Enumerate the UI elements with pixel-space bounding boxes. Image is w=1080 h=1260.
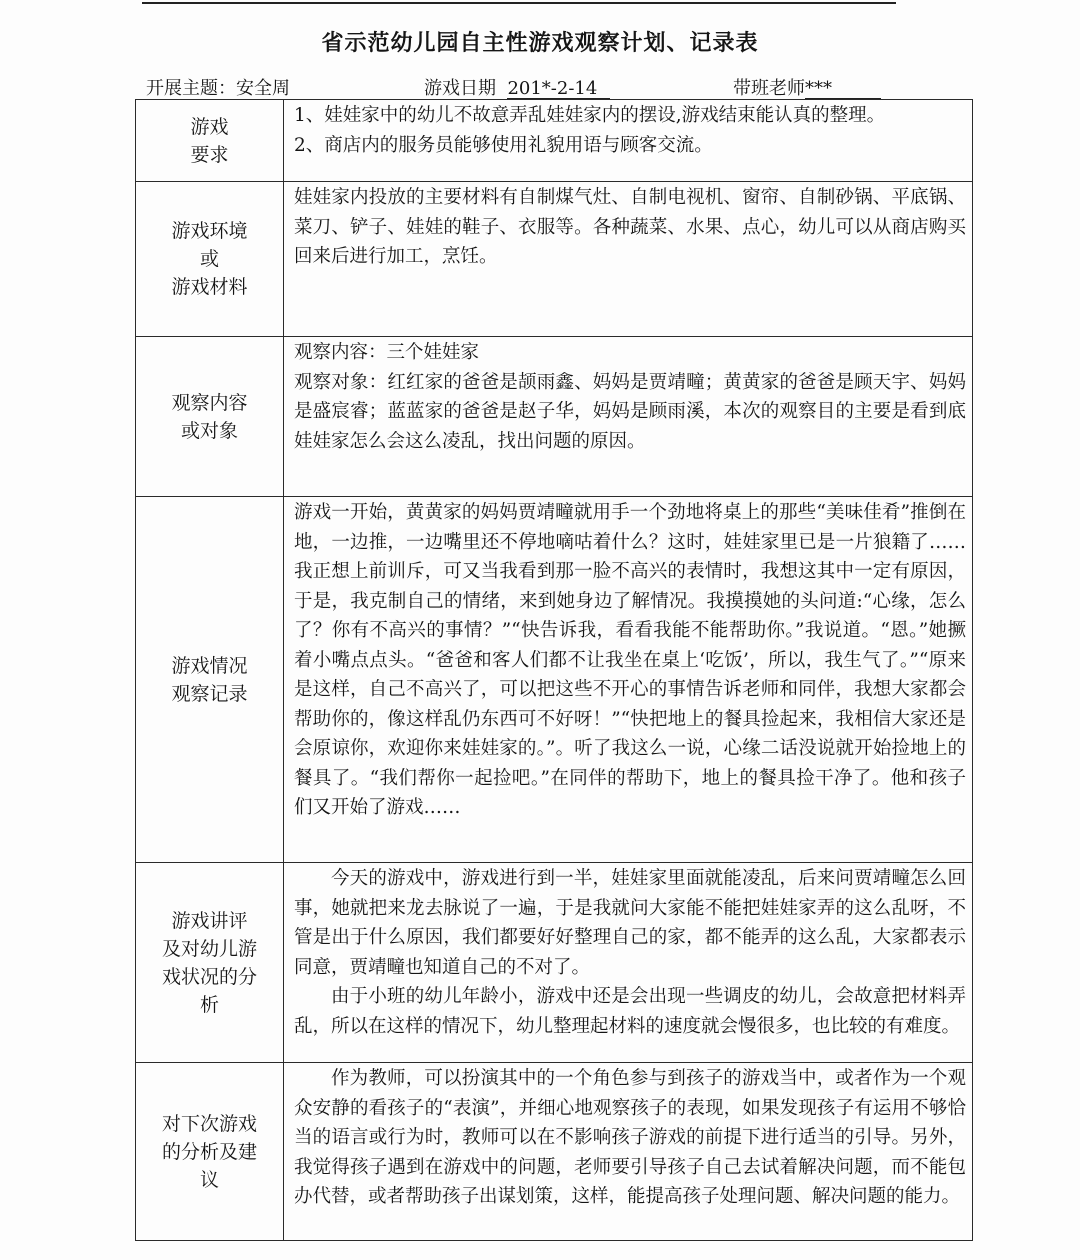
label-line: 要求 xyxy=(190,143,229,166)
row-label xyxy=(136,182,284,337)
row-content xyxy=(284,497,973,863)
paragraph: 作为教师，可以扮演其中的一个角色参与到孩子的游戏当中，或者作为一个观众安静的看孩子的“表演”，并细心地观察孩子的表现，如果发现孩子有运用不够恰当的语言或行为时，教师可以在不影响孩子游戏的前提下进行适当的引导。另外，我觉得孩子遇到在游戏中的问题，老师要引导孩子自己去试着解决问题，而不能包办代替，或者帮助孩子出谋划策，这样，能提高孩子处理问题、解决问题的能力。 xyxy=(294,1068,966,1207)
date-label: 游戏日期 xyxy=(424,78,496,99)
theme-value: 安全周 xyxy=(236,78,290,99)
paragraph: 娃娃家内投放的主要材料有自制煤气灶、自制电视机、窗帘、自制砂锅、平底锅、菜刀、铲子、娃娃的鞋子、衣服等。各种蔬菜、水果、点心，幼儿可以从商店购买回来后进行加工，烹饪。 xyxy=(294,187,966,267)
date-value: 201*-2-14 xyxy=(507,80,610,99)
header-rule xyxy=(142,2,896,4)
paragraph: 由于小班的幼儿年龄小，游戏中还是会出现一些调皮的幼儿，会故意把材料弄乱，所以在这样的情况下，幼儿整理起材料的速度就会慢很多，也比较的有难度。 xyxy=(294,986,966,1037)
label-line: 游戏情况 xyxy=(171,654,248,677)
paragraph: 观察内容：三个娃娃家 xyxy=(294,342,480,363)
label-line: 观察内容 xyxy=(171,391,248,414)
label-line: 游戏讲评 xyxy=(171,909,248,932)
row-environment-materials xyxy=(136,182,973,337)
label-line: 对下次游戏 xyxy=(161,1112,257,1135)
label-line: 及对幼儿游 xyxy=(161,937,257,960)
label-line: 游戏 xyxy=(190,115,229,138)
label-line: 析 xyxy=(199,993,219,1016)
row-review-analysis xyxy=(136,863,973,1063)
paragraph: 游戏一开始，黄黄家的妈妈贾靖疃就用手一个劲地将桌上的那些“美味佳肴”推倒在地，一边推，一边嘴里还不停地嘀咕着什么？这时，娃娃家里已是一片狼籍了……我正想上前训斥，可又当我看到那一脸不高兴的表情时，我想这其中一定有原因，于是，我克制自己的情绪，来到她身边了解情况。我摸摸她的头问道:“心缘，怎么了？你有不高兴的事情？”“快告诉我，看看我能不能帮助你。”我说道。“恩。”她撅着小嘴点点头。“爸爸和客人们都不让我坐在桌上‘吃饭’，所以，我生气了。”“原来是这样，自己不高兴了，可以把这些不开心的事情告诉老师和同伴，我想大家都会帮助你的，像这样乱仍东西可不好呀！”“快把地上的餐具捡起来，我相信大家还是会原谅你，欢迎你来娃娃家的。”。听了我这么一说，心缘二话没说就开始捡地上的餐具了。“我们帮你一起捡吧。”在同伴的帮助下，地上的餐具捡干净了。他和孩子们又开始了游戏…… xyxy=(294,502,966,818)
teacher-field xyxy=(733,74,881,100)
teacher-value: *** xyxy=(805,80,881,99)
row-label xyxy=(136,1063,284,1241)
row-content xyxy=(284,863,973,1063)
row-label xyxy=(136,863,284,1063)
row-next-suggestions xyxy=(136,1063,973,1241)
label-line: 观察记录 xyxy=(171,682,248,705)
row-observation-record xyxy=(136,497,973,863)
paragraph: 2、商店内的服务员能够使用礼貌用语与顾客交流。 xyxy=(294,134,713,156)
label-line: 或对象 xyxy=(180,419,238,442)
label-line: 戏状况的分 xyxy=(161,965,257,988)
label-line: 游戏材料 xyxy=(171,276,248,298)
date-field xyxy=(424,74,610,100)
label-line: 议 xyxy=(199,1168,219,1191)
paragraph: 观察对象：红红家的爸爸是颉雨鑫、妈妈是贾靖疃；黄黄家的爸爸是顾天宇、妈妈是盛宸睿；蓝蓝家的爸爸是赵子华，妈妈是顾雨溪，本次的观察目的主要是看到底娃娃家怎么会这么凌乱，找出问题的原因。 xyxy=(294,371,966,452)
page-title: 省示范幼儿园自主性游戏观察计划、记录表 xyxy=(321,31,759,56)
row-game-requirements xyxy=(136,100,973,182)
row-label xyxy=(136,337,284,497)
label-line: 的分析及建 xyxy=(161,1140,257,1163)
row-content xyxy=(284,182,973,337)
row-observation-target xyxy=(136,337,973,497)
paragraph: 1、娃娃家中的幼儿不故意弄乱娃娃家内的摆设,游戏结束能认真的整理。 xyxy=(294,105,886,126)
row-content xyxy=(284,1063,973,1241)
row-label xyxy=(136,497,284,863)
paragraph: 今天的游戏中，游戏进行到一半，娃娃家里面就能凌乱，后来问贾靖疃怎么回事，她就把来龙去脉说了一遍，于是我就问大家能不能把娃娃家弄的这么乱呀，不管是出于什么原因，我们都要好好整理自己的家，都不能弄的这么乱，大家都表示同意，贾靖疃也知道自己的不对了。 xyxy=(294,868,966,978)
theme-label: 开展主题： xyxy=(146,78,236,99)
theme-field xyxy=(146,74,290,100)
teacher-label: 带班老师 xyxy=(733,78,805,99)
row-content xyxy=(284,337,973,497)
record-table xyxy=(135,99,973,1241)
label-line: 游戏环境 xyxy=(171,220,248,242)
label-line: 或 xyxy=(199,248,219,270)
row-content xyxy=(284,100,973,182)
row-label xyxy=(136,100,284,182)
